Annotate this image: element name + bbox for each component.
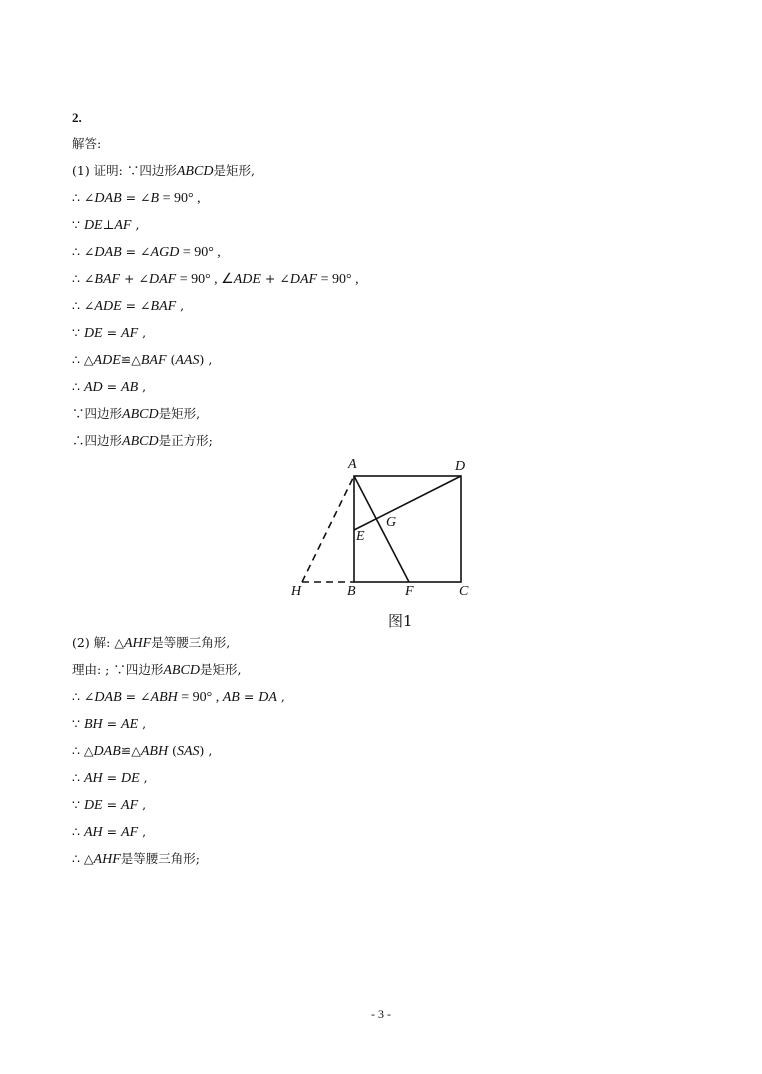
solution-line: ∴ AH = DE , [72, 770, 148, 786]
figure-caption: 图1 [388, 612, 413, 630]
solution-line: ∴ ∠DAB = ∠B = 90° , [72, 190, 201, 206]
solution-line: (2) 解: △AHF是等腰三角形, [72, 635, 231, 651]
square-abcd [354, 476, 461, 582]
solution-line: ∵四边形ABCD是矩形, [72, 406, 201, 422]
solution-line: ∴ △ADE≌△BAF (AAS) , [72, 352, 213, 368]
solution-line: ∵ DE = AF , [72, 325, 147, 341]
point-label-b: B [347, 584, 356, 599]
point-label-c: C [459, 584, 469, 599]
solution-line: ∴ AD = AB , [72, 379, 147, 395]
page-number: - 3 - [371, 1007, 391, 1021]
solution-line: 理由: ; ∵四边形ABCD是矩形, [72, 662, 242, 678]
answer-heading: 解答: [72, 136, 102, 151]
solution-line: ∴四边形ABCD是正方形; [72, 433, 213, 449]
point-label-h: H [291, 584, 302, 599]
solution-line: ∵ DE = AF , [72, 797, 147, 813]
solution-line: (1) 证明: ∵四边形ABCD是矩形, [72, 163, 255, 179]
geometry-figure [270, 455, 490, 630]
point-label-d: D [455, 459, 466, 474]
point-label-a: A [348, 457, 357, 472]
solution-line: ∵ DE⊥AF , [72, 217, 140, 233]
point-label-f: F [405, 584, 414, 599]
solution-line: ∴ ∠BAF + ∠DAF = 90° , ∠ADE + ∠DAF = 90° , [72, 271, 359, 287]
solution-line: ∴ △DAB≌△ABH (SAS) , [72, 743, 213, 759]
solution-line: ∴ AH = AF , [72, 824, 147, 840]
question-number: 2. [72, 110, 82, 125]
point-label-g: G [386, 515, 397, 530]
segment-ha [302, 476, 354, 582]
solution-line: ∴ ∠ADE = ∠BAF , [72, 298, 185, 314]
square-diagram [270, 455, 490, 630]
solution-line: ∵ BH = AE , [72, 716, 147, 732]
segment-de [354, 476, 461, 530]
solution-line: ∴ ∠DAB = ∠AGD = 90° , [72, 244, 221, 260]
solution-line: ∴ △AHF是等腰三角形; [72, 851, 200, 867]
point-label-e: E [356, 529, 365, 544]
solution-line: ∴ ∠DAB = ∠ABH = 90° , AB = DA , [72, 689, 285, 705]
